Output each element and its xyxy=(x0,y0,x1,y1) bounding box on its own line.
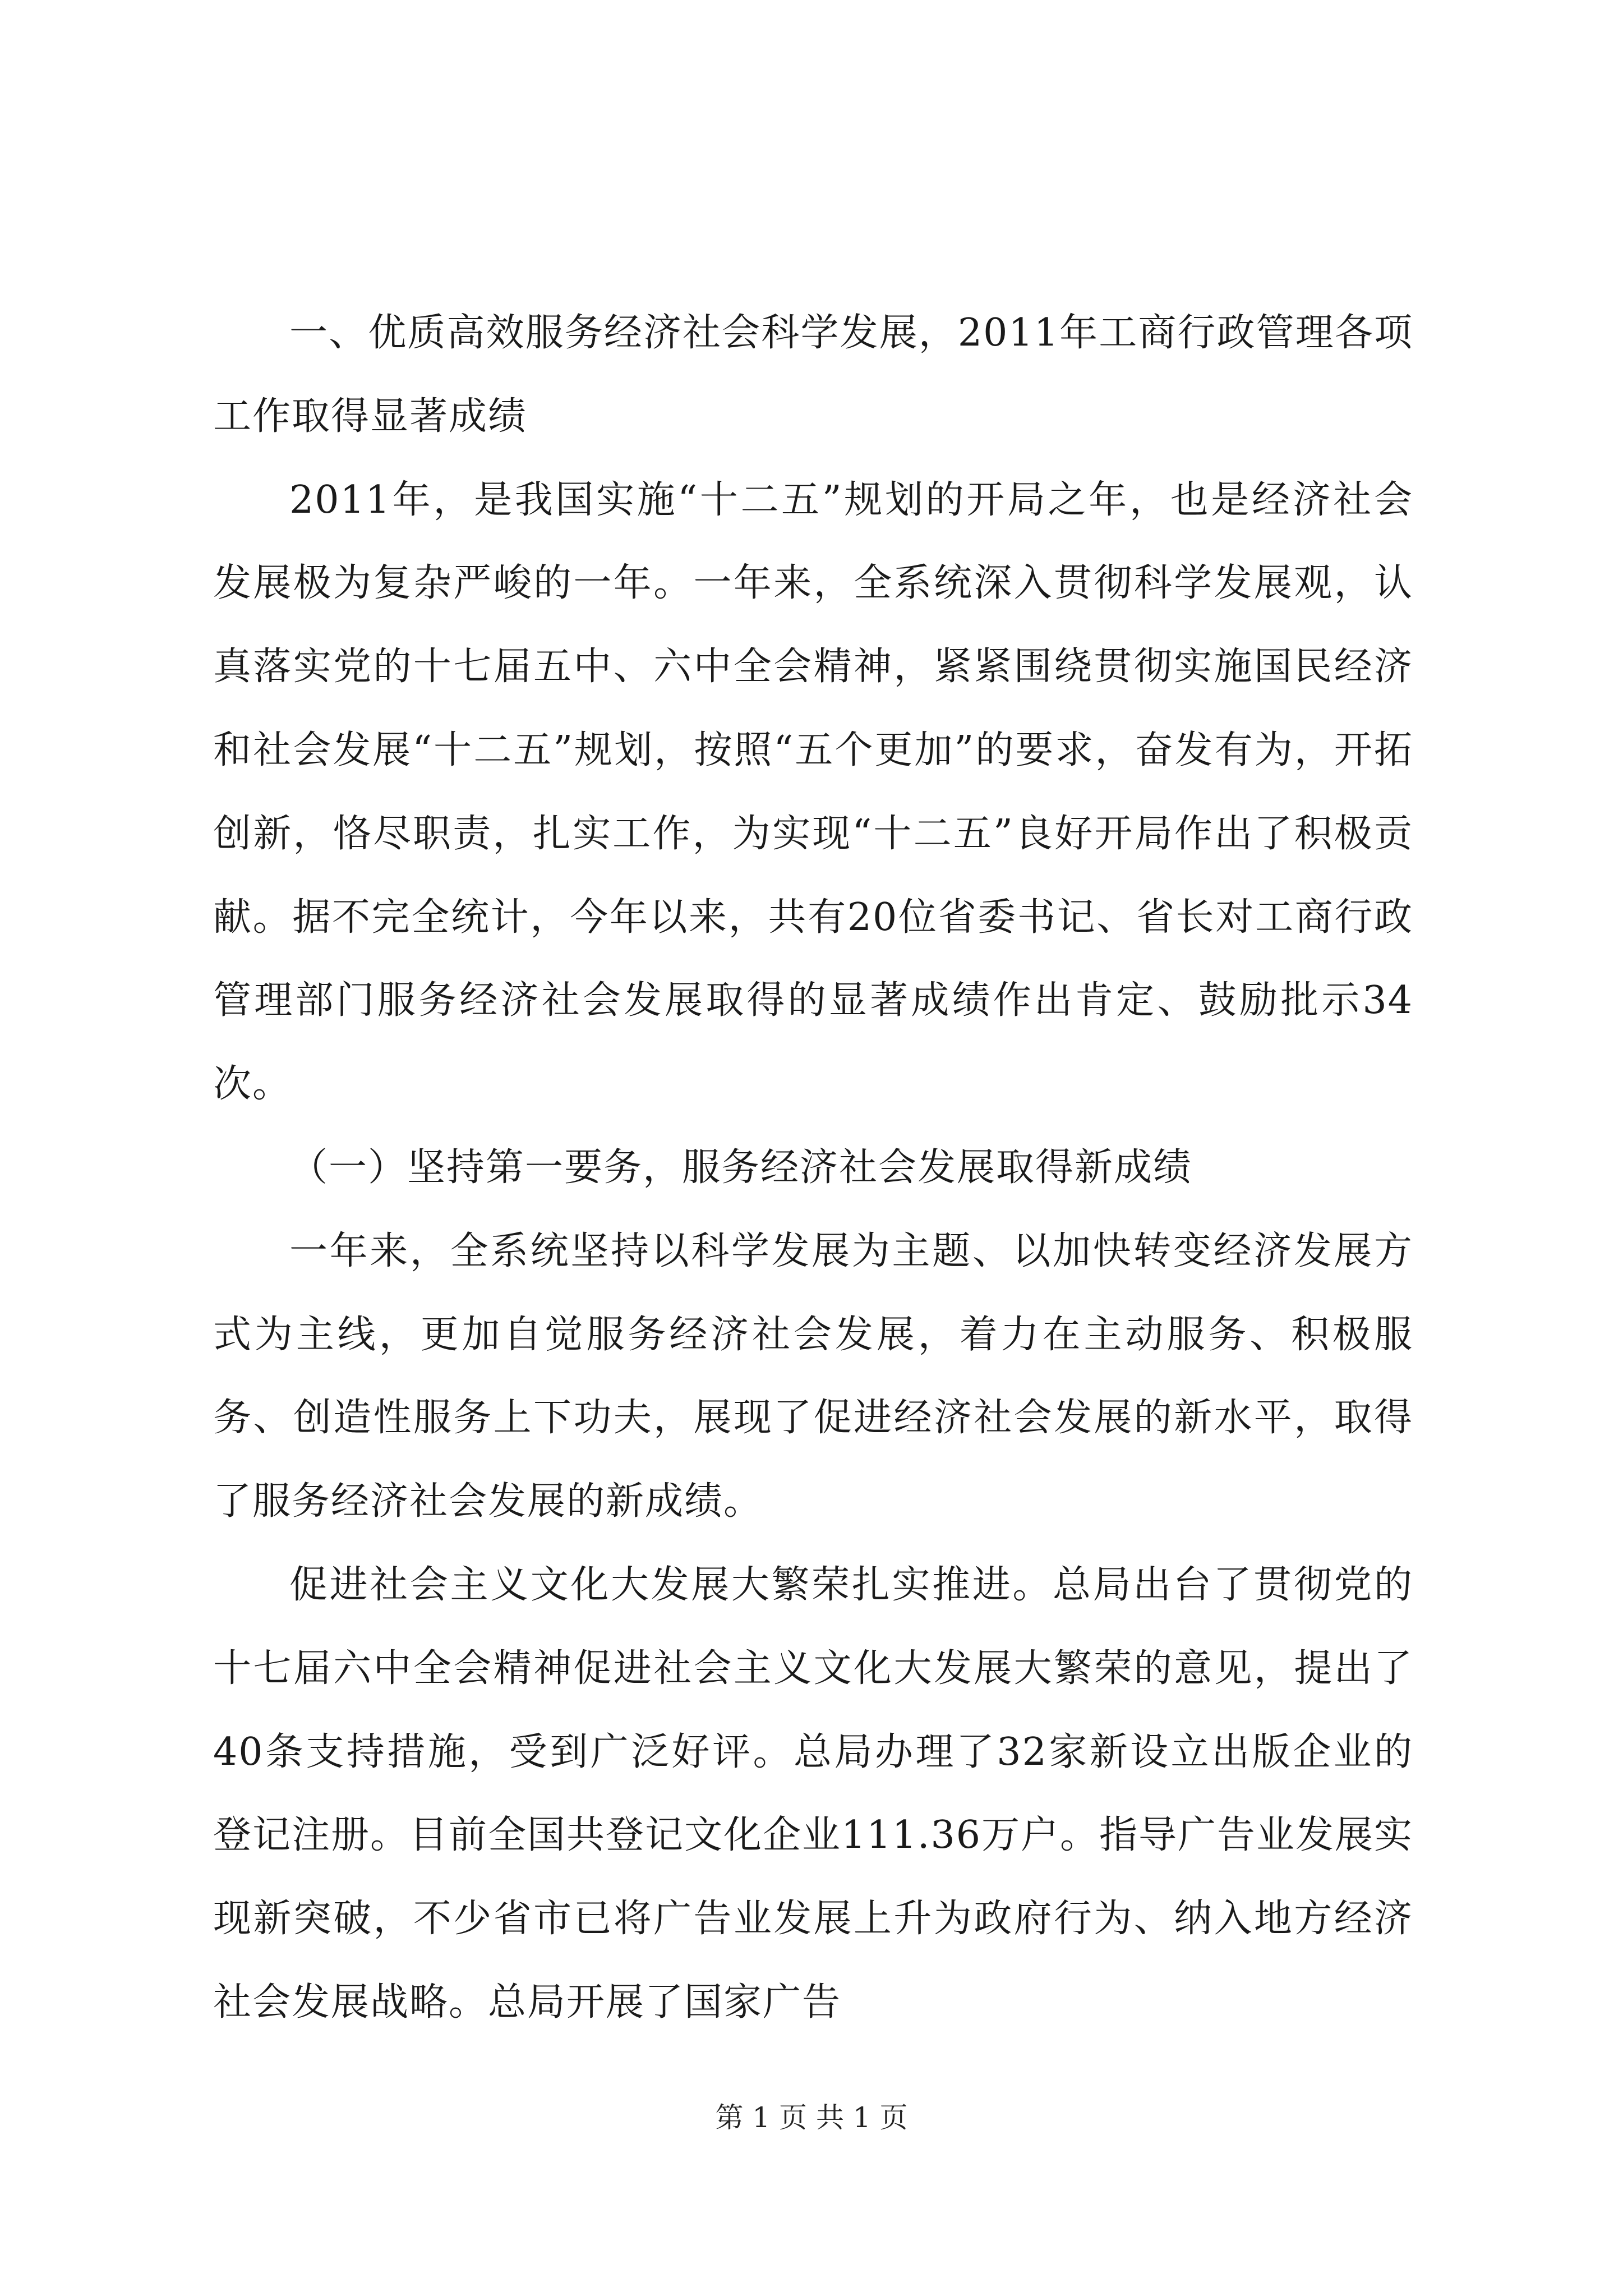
body-paragraph: 一年来，全系统坚持以科学发展为主题、以加快转变经济发展方式为主线，更加自觉服务经济社会发展，着力在主动服务、积极服务、创造性服务上下功夫，展现了促进经济社会发展的新水平，取得了服务经济社会发展的新成绩。 xyxy=(213,1228,1413,1524)
page-footer: 第 1 页 共 1 页 xyxy=(715,2101,908,2134)
body-paragraph: 2011年，是我国实施“十二五”规划的开局之年，也是经济社会发展极为复杂严峻的一年。一年来，全系统深入贯彻科学发展观，认真落实党的十七届五中、六中全会精神，紧紧围绕贯彻实施国民经济和社会发展“十二五”规划，按照“五个更加”的要求，奋发有为，开拓创新，恪尽职责，扎实工作，为实现“十二五”良好开局作出了积极贡献。据不完全统计，今年以来，共有20位省委书记、省长对工商行政管理部门服务经济社会发展取得的显著成绩作出肯定、鼓励批示34次。 xyxy=(213,477,1413,1107)
body-paragraph: 促进社会主义文化大发展大繁荣扎实推进。总局出台了贯彻党的十七届六中全会精神促进社会主义文化大发展大繁荣的意见，提出了40条支持措施，受到广泛好评。总局办理了32家新设立出版企业的登记注册。目前全国共登记文化企业111.36万户。指导广告业发展实现新突破，不少省市已将广告业发展上升为政府行为、纳入地方经济社会发展战略。总局开展了国家广告 xyxy=(213,1562,1413,2024)
section-heading: 一、优质高效服务经济社会科学发展，2011年工商行政管理各项工作取得显著成绩 xyxy=(213,311,1413,439)
subsection-heading: （一）坚持第一要务，服务经济社会发展取得新成绩 xyxy=(289,1145,1193,1190)
document-body xyxy=(213,292,1413,2045)
